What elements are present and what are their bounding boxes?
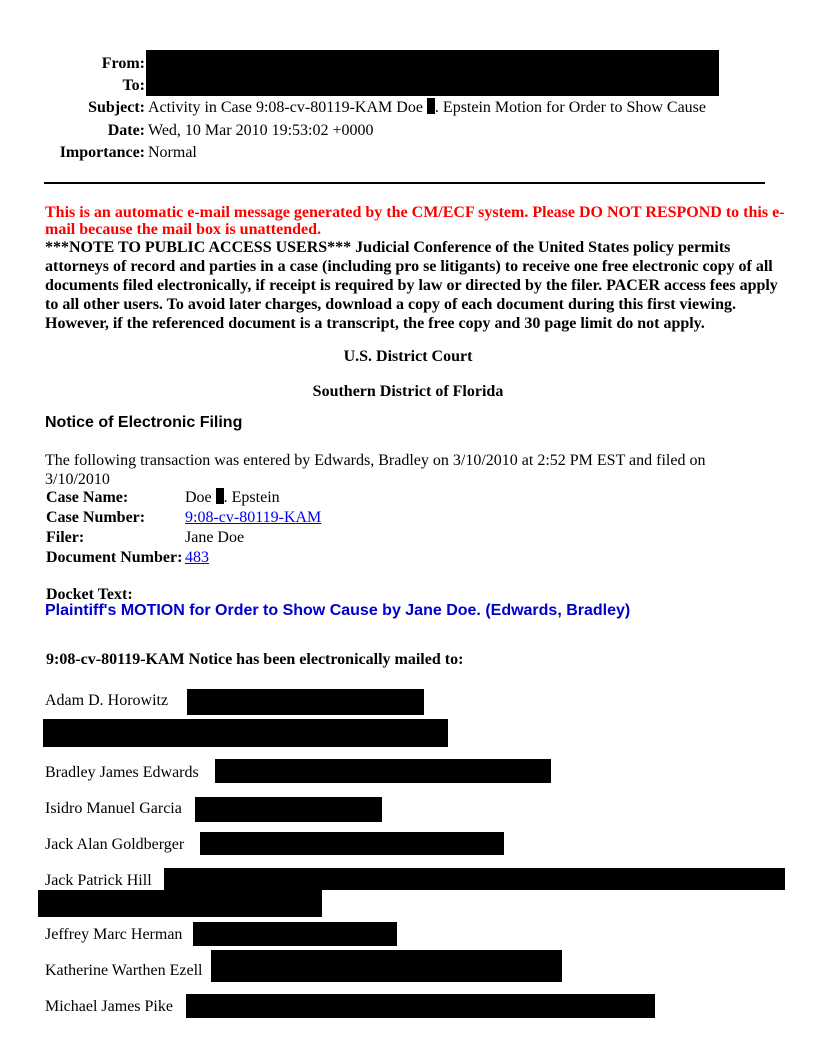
case-name-label: Case Name:: [46, 489, 129, 506]
transaction-text: The following transaction was entered by Edwards, Bradley on 3/10/2010 at 2:52 PM EST and filed on 3/10/2010: [45, 452, 706, 488]
case-number-value[interactable]: [185, 508, 321, 527]
recipient-name: Isidro Manuel Garcia: [45, 800, 182, 817]
redaction-email: [38, 890, 322, 917]
recipient-name: Jack Alan Goldberger: [45, 836, 185, 853]
header-divider: [44, 182, 765, 184]
redaction-email: [195, 797, 382, 822]
importance-value: Normal: [148, 144, 197, 161]
case-number-link[interactable]: 9:08-cv-80119-KAM: [185, 509, 322, 526]
nef-title: Notice of Electronic Filing: [45, 414, 243, 431]
recipient-name: Jeffrey Marc Herman: [45, 926, 183, 943]
filer-value: Jane Doe: [185, 529, 245, 546]
recipient-name: Michael James Pike: [45, 998, 173, 1015]
redaction-email: [200, 832, 504, 855]
recipient-name: Katherine Warthen Ezell: [45, 962, 203, 979]
redaction-email: [211, 950, 562, 982]
redaction-email: [164, 868, 785, 890]
redaction-case-name: [216, 488, 224, 504]
recipient-name: Jack Patrick Hill: [45, 872, 152, 889]
document-number-value[interactable]: [185, 548, 209, 567]
subject-value: Activity in Case 9:08-cv-80119-KAM Doe . Epstein Motion for Order to Show Cause: [148, 99, 706, 116]
redaction-subject: [427, 98, 435, 114]
redaction-from-to: [146, 50, 719, 96]
case-number-label: Case Number:: [46, 509, 146, 526]
document-number-link[interactable]: 483: [185, 549, 209, 566]
court-name: U.S. District Court: [343, 348, 473, 365]
court-district: Southern District of Florida: [312, 383, 504, 400]
redaction-email: [215, 759, 551, 783]
date-value: Wed, 10 Mar 2010 19:53:02 +0000: [148, 122, 374, 139]
docket-text: Plaintiff's MOTION for Order to Show Cause by Jane Doe. (Edwards, Bradley): [45, 602, 631, 619]
mailed-to-header: 9:08-cv-80119-KAM Notice has been electronically mailed to:: [46, 651, 464, 668]
docket-text-label: Docket Text:: [46, 586, 133, 603]
filer-label: Filer:: [46, 529, 85, 546]
document-number-label: Document Number:: [46, 549, 183, 566]
case-name-value: Doe . Epstein: [185, 489, 280, 506]
redaction-email: [187, 689, 424, 715]
auto-message-warning: This is an automatic e-mail message generated by the CM/ECF system. Please DO NOT RESPOND to this e-mail because the mail box is unattended.: [45, 204, 785, 238]
redaction-email: [193, 922, 397, 946]
recipient-name: Adam D. Horowitz: [45, 692, 169, 709]
redaction-email: [43, 719, 448, 747]
public-access-notice: ***NOTE TO PUBLIC ACCESS USERS*** Judicial Conference of the United States policy permits attorneys of record and parties in a case (including pro se litigants) to receive one free electronic copy of all documents filed electronically, if receipt is required by law or directed by the filer. PACER access fees apply to all other users. To avoid later charges, download a copy of each document during this first viewing. However, if the referenced document is a transcript, the free copy and 30 page limit do not apply.: [45, 239, 778, 332]
recipient-name: Bradley James Edwards: [45, 764, 199, 781]
redaction-email: [186, 994, 655, 1018]
